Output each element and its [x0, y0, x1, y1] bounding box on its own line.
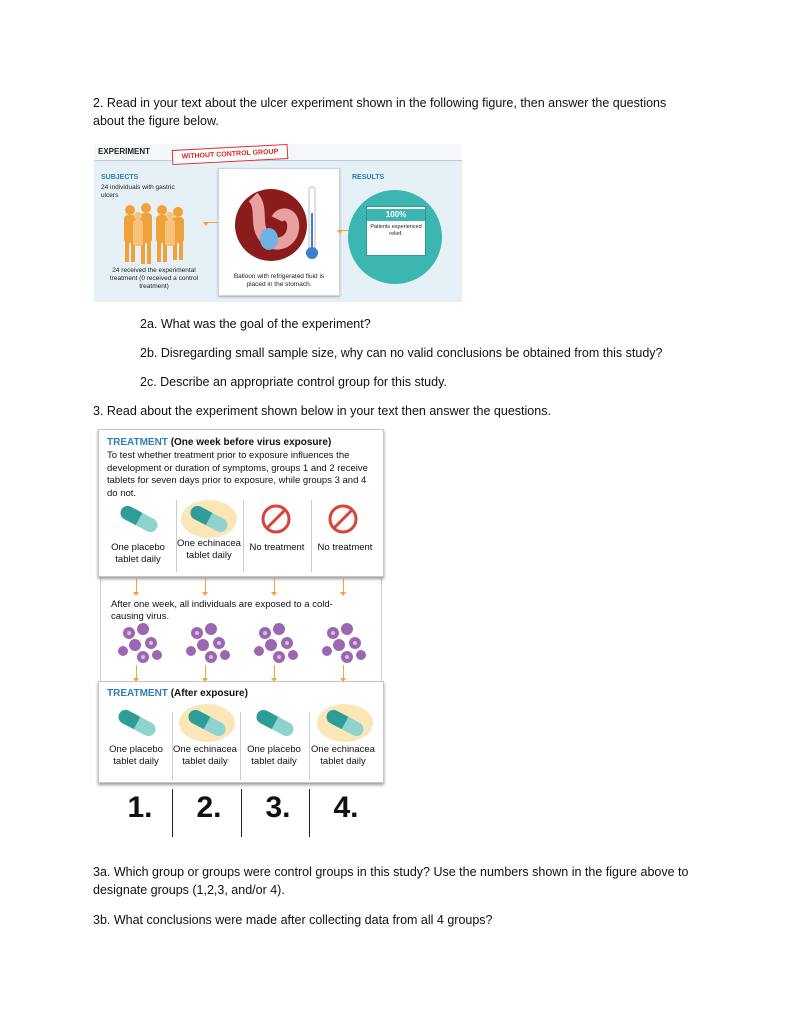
- arrow-icon: [136, 665, 137, 679]
- question-2a: 2a. What was the goal of the experiment?: [140, 317, 371, 331]
- group-1-post-label: One placebo tablet daily: [109, 744, 163, 767]
- echinacea-experiment-figure: [98, 429, 384, 839]
- arrow-icon: [205, 579, 206, 593]
- no-treatment-icon: [261, 504, 291, 534]
- post-exposure-treatment-card: [98, 681, 384, 783]
- question-2: 2. Read in your text about the ulcer experiment shown in the following figure, then answer the questions about the figure below.: [93, 96, 667, 128]
- placebo-pill-icon: [253, 708, 297, 738]
- treatment-box: [218, 168, 340, 296]
- group-number-2: 2.: [196, 791, 222, 824]
- title-detail: (After exposure): [167, 688, 248, 699]
- group-2-post-label: One echinacea tablet daily: [173, 744, 237, 767]
- ulcer-experiment-figure: [94, 144, 462, 302]
- arrow-icon: [343, 665, 344, 679]
- people-group-icon: [118, 202, 194, 266]
- results-text: Patients experienced relief.: [370, 224, 422, 237]
- arrow-icon: [274, 579, 275, 593]
- treatment-word: TREATMENT: [107, 688, 168, 699]
- question-2c: 2c. Describe an appropriate control group for this study.: [140, 375, 447, 389]
- no-treatment-icon: [328, 504, 358, 534]
- question-2b: 2b. Disregarding small sample size, why can no valid conclusions be obtained from this study?: [140, 346, 663, 360]
- echinacea-pill-icon: [179, 498, 239, 540]
- group-1-pre-label: One placebo tablet daily: [111, 542, 165, 565]
- question-3a: 3a. Which group or groups were control groups in this study? Use the numbers shown in the figure above to designate groups (1,2,3, and/or 4).: [93, 865, 689, 897]
- column-divider: [243, 500, 244, 572]
- virus-exposure-text: After one week, all individuals are exposed to a cold-causing virus.: [111, 599, 333, 622]
- group-4-pre-label: No treatment: [317, 542, 373, 553]
- treatment-word: TREATMENT: [107, 437, 168, 448]
- virus-icon: [113, 619, 373, 669]
- group-2-pre-label: One echinacea tablet daily: [177, 538, 241, 561]
- group-number-4: 4.: [333, 791, 359, 824]
- treatment-text: Balloon with refrigerated fluid is placed in the stomach.: [233, 273, 325, 288]
- column-divider: [311, 500, 312, 572]
- number-divider: [241, 789, 242, 837]
- arrow-icon: [343, 579, 344, 593]
- group-number-3: 3.: [265, 791, 291, 824]
- question-3b: 3b. What conclusions were made after collecting data from all 4 groups?: [93, 913, 493, 927]
- pre-exposure-description: To test whether treatment prior to exposure influences the development or duration of symptoms, groups 1 and 2 receive tablets for seven days prior to exposure, while groups 3 and 4 do not.: [107, 450, 368, 499]
- percent-value: 100%: [367, 209, 425, 221]
- experiment-label: EXPERIMENT: [98, 147, 151, 156]
- stomach-balloon-icon: [233, 183, 327, 267]
- group-3-post-label: One placebo tablet daily: [247, 744, 301, 767]
- pre-exposure-treatment-card: [98, 429, 384, 577]
- group-3-pre-label: No treatment: [249, 542, 305, 553]
- results-box: [366, 206, 426, 256]
- placebo-pill-icon: [117, 504, 161, 534]
- arrow-icon: [136, 579, 137, 593]
- title-detail: (One week before virus exposure): [167, 437, 332, 448]
- without-control-group-stamp: WITHOUT CONTROL GROUP: [172, 144, 289, 165]
- arrow-icon: [274, 665, 275, 679]
- question-3: 3. Read about the experiment shown below in your text then answer the questions.: [93, 404, 551, 418]
- subjects-text: 24 individuals with gastric ulcers: [101, 184, 175, 199]
- group-number-1: 1.: [127, 791, 153, 824]
- subjects-label: SUBJECTS: [101, 174, 139, 181]
- number-divider: [172, 789, 173, 837]
- echinacea-pill-icon: [315, 702, 375, 744]
- arrow-icon: [205, 665, 206, 679]
- number-divider: [309, 789, 310, 837]
- group-4-post-label: One echinacea tablet daily: [311, 744, 375, 767]
- echinacea-pill-icon: [177, 702, 237, 744]
- pre-exposure-title: [107, 437, 331, 448]
- post-exposure-title: [107, 688, 248, 699]
- received-text: 24 received the experimental treatment (0 received a control treatment): [109, 267, 199, 290]
- placebo-pill-icon: [115, 708, 159, 738]
- results-label: RESULTS: [352, 174, 385, 181]
